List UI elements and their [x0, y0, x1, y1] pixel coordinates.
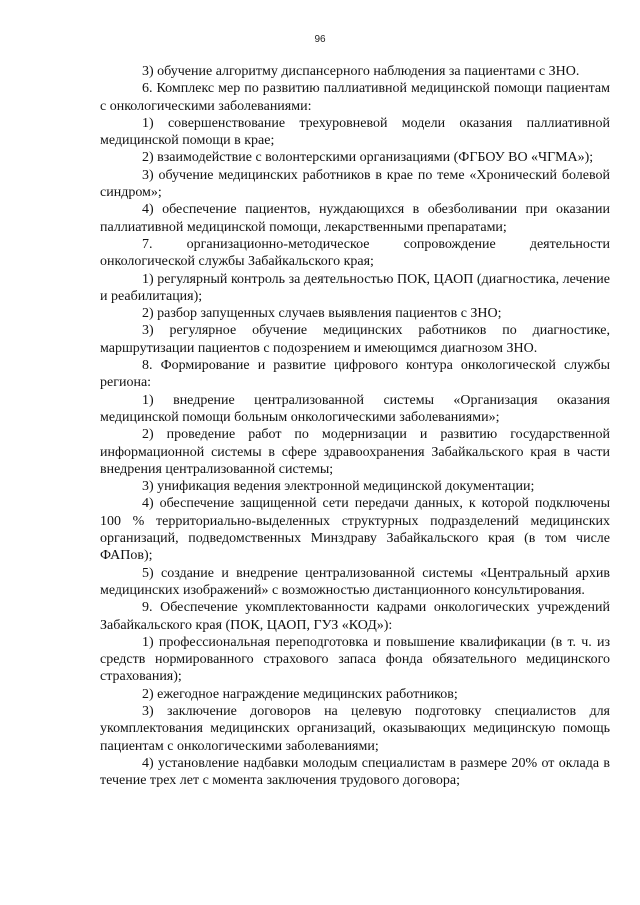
list-item: 4) обеспечение пациентов, нуждающихся в обезболивании при оказании паллиативной медицинской помощи, лекарственными препаратами;: [100, 202, 610, 235]
list-item: 2) взаимодействие с волонтерскими организациями (ФГБОУ ВО «ЧГМА»);: [142, 150, 594, 166]
list-item: 4) установление надбавки молодым специалистам в размере 20% от оклада в течение трех лет с момента заключения трудового договора;: [100, 755, 610, 789]
list-item: 2) разбор запущенных случаев выявления пациентов с ЗНО;: [142, 306, 502, 322]
list-item: 1) внедрение централизованной системы «Организация оказания медицинской помощи больным онкологическими заболеваниями»;: [100, 392, 610, 425]
list-item: 4) обеспечение защищенной сети передачи данных, к которой подключены 100 % территориально-выделенных структурных подразделений медицинских организаций, подведомственных Минздраву Забайкальского края (в том числе ФАПов);: [100, 496, 610, 564]
section-heading-8: 8. Формирование и развитие цифрового контура онкологической службы региона:: [100, 358, 610, 391]
list-item: 3) регулярное обучение медицинских работников по диагностике, маршрутизации пациентов с подозрением и имеющимся диагнозом ЗНО.: [100, 323, 610, 356]
list-item: 3) обучение медицинских работников в крае по теме «Хронический болевой синдром»;: [100, 167, 610, 201]
paragraph: 3) обучение алгоритму диспансерного наблюдения за пациентами с ЗНО.: [142, 64, 580, 79]
page-number: 96: [314, 34, 326, 45]
list-item: 3) заключение договоров на целевую подготовку специалистов для укомплектования медицинских организаций, оказывающих медицинскую помощь пациентам с онкологическими заболеваниями;: [100, 703, 610, 754]
section-heading-9: 9. Обеспечение укомплектованности кадрами онкологических учреждений Забайкальского края (ПОК, ЦАОП, ГУЗ «КОД»):: [100, 600, 610, 633]
list-item: 5) создание и внедрение централизованной системы «Центральный архив медицинских изображений» с возможностью дистанционного консультирования.: [100, 565, 610, 598]
document-body: [100, 63, 610, 789]
list-item: 2) ежегодное награждение медицинских работников;: [142, 686, 458, 702]
list-item: 1) совершенствование трехуровневой модели оказания паллиативной медицинской помощи в крае;: [100, 115, 610, 149]
list-item: 3) унификация ведения электронной медицинской документации;: [142, 479, 535, 495]
list-item: 1) профессиональная переподготовка и повышение квалификации (в т. ч. из средств нормированного страхового запаса фонда обязательного медицинского страхования);: [100, 634, 610, 685]
section-heading-6: 6. Комплекс мер по развитию паллиативной медицинской помощи пациентам с онкологическими заболеваниями:: [100, 81, 610, 114]
section-heading-7: 7. организационно-методическое сопровождение деятельности онкологической службы Забайкальского края;: [100, 236, 610, 270]
list-item: 1) регулярный контроль за деятельностью ПОК, ЦАОП (диагностика, лечение и реабилитация);: [100, 271, 610, 304]
list-item: 2) проведение работ по модернизации и развитию государственной информационной системы в сфере здравоохранения Забайкальского края в части внедрения централизованной системы;: [100, 427, 610, 477]
